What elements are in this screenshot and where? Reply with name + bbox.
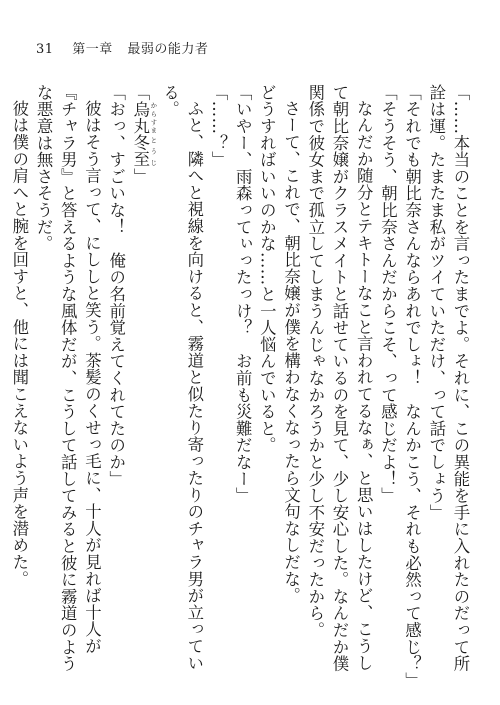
paragraph-5: さーて、これで、朝比奈嬢が僕を構わなくなったら文句なしだな。 [281, 100, 301, 605]
ruby-karasuma: 烏丸 からすま [130, 100, 158, 135]
paragraph-6: どうすればいいのかな……と一人悩んでいると。 [257, 84, 277, 454]
paragraph-3: 「そうそう、朝比奈さんだからこそ、って感じだよ！」 [378, 84, 398, 504]
paragraph-13: 彼は僕の肩へと腕を回すと、他には聞こえないよう声を潜めた。 [9, 100, 29, 588]
paragraph-1: 「……本当のことを言ったまでよ。それに、この異能を手に入れたのだって所詮は運。たまたま私がツイていただけ、って話でしょう」 [426, 84, 470, 672]
paragraph-8: 「……？」 [208, 84, 228, 168]
ruby-karasuma-reading: からすま [149, 100, 158, 135]
paragraph-11: 「おっ、すごいな！ 俺の名前覚えてくれてたのか」 [106, 84, 126, 488]
chapter-label: 第一章 [72, 42, 113, 57]
paragraph-2: 「それでも朝比奈さんならあれでしょ！ なんかこう、それも必然って感じ？」 [402, 84, 422, 689]
chapter-title: 最弱の能力者 [127, 42, 209, 57]
paragraph-4: なんだか随分とテキトーなこと言われてるなぁ、と思いはしたけど、こうして朝比奈嬢がクラスメイトと話せているのを見て、少し安心した。なんだか僕関係で彼女まで孤立してしまうんじゃなかろうかと少し不安だったから。 [305, 84, 374, 672]
paragraph-7: 「いやー、雨森ってぃったっけ？ お前も災難だなー」 [233, 84, 253, 504]
paragraph-9: ふと、隣へと視線を向けると、霧道と似たり寄ったりのチャラ男が立っている。 [160, 84, 204, 672]
page-number: 31 [36, 42, 54, 57]
running-header [36, 38, 208, 57]
paragraph-10-name-reply: 「烏丸 からすま冬至 とうじ」 [130, 84, 158, 185]
vertical-text-body [9, 84, 472, 689]
ruby-touji-reading: とうじ [149, 134, 158, 169]
ruby-touji: 冬至 とうじ [130, 134, 158, 169]
paragraph-12: 彼はそう言って、にししと笑う。茶髪のくせっ毛に、十人が見れば十人が『チャラ男』と答えるような風体だが、こうして話してみると彼に霧道のような悪意は無さそうだ。 [34, 84, 102, 672]
